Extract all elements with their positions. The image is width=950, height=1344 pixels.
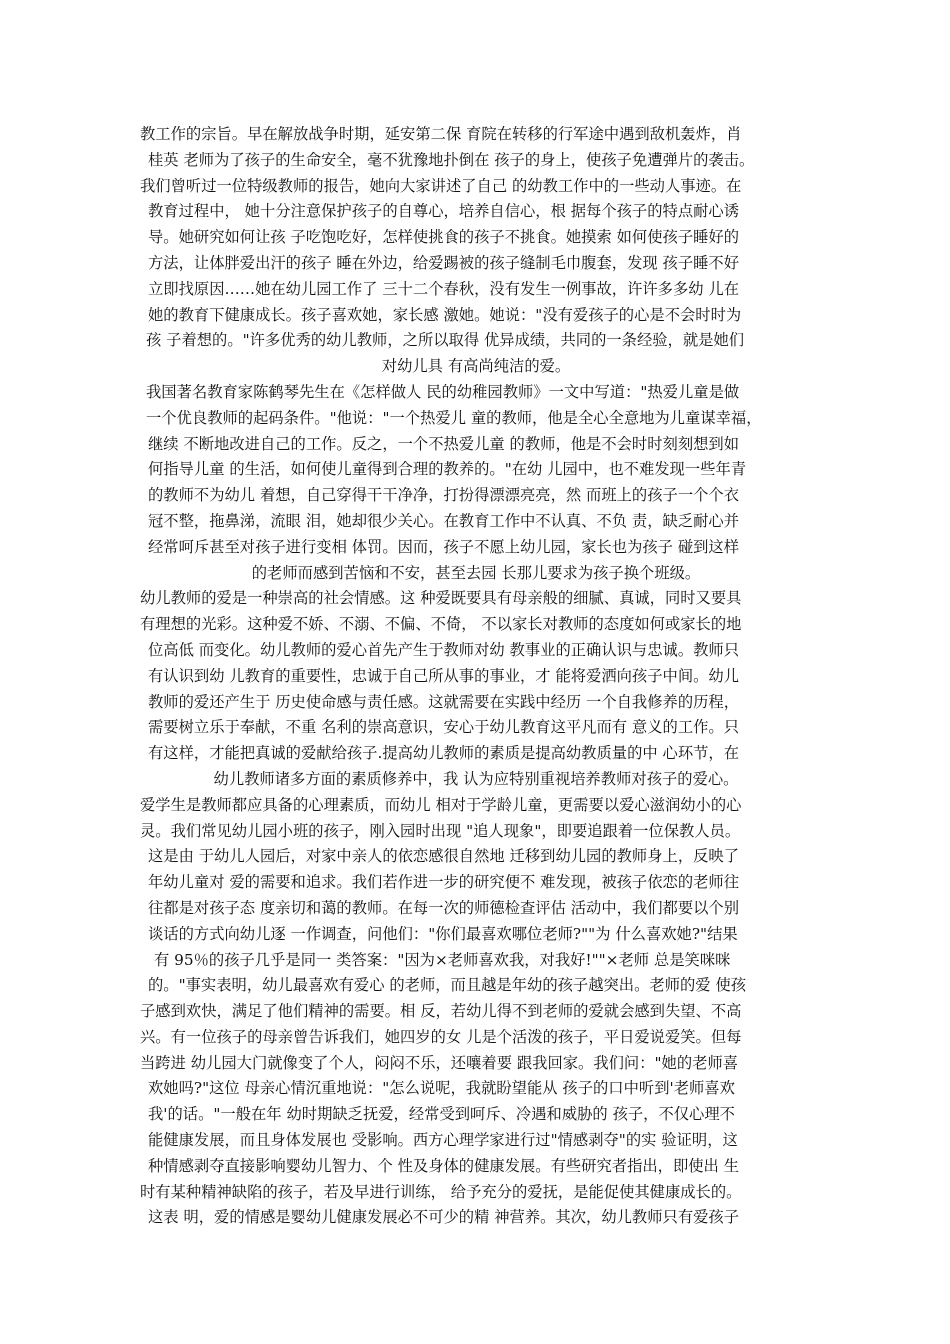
text-line: 这是由 于幼儿人园后，对家中亲人的依恋感很自然地 迁移到幼儿园的教师身上，反映了 <box>148 847 740 866</box>
text-line: 她的教育下健康成长。孩子喜欢她，家长感 激她。她说："没有爱孩子的心是不会时时为 <box>148 305 742 324</box>
text-line: 立即找原因……她在幼儿园工作了 三十二个春秋，没有发生一例事故，许许多多幼 儿在 <box>148 279 740 298</box>
text-line: 欢她吗?"这位 母亲心情沉重地说："怎么说呢，我就盼望能从 孩子的口中听到'老师喜欢 <box>148 1079 735 1098</box>
text-line: 教育过程中， 她十分注意保护孩子的自尊心，培养自信心，根 据每个孩子的特点耐心诱 <box>148 202 740 221</box>
text-line: 经常呵斥甚至对孩子进行变相 体罚。因而，孩子不愿上幼儿园，家长也为孩子 碰到这样 <box>148 537 740 556</box>
text-line: 位高低 而变化。幼儿教师的爱心首先产生于教师对幼 教事业的正确认识与忠诚。教师只 <box>148 640 740 659</box>
text-line: 我国著名教育家陈鹤琴先生在《怎样做人 民的幼稚园教师》一文中写道："热爱儿童是做 <box>146 382 740 401</box>
text-line: 冠不整，拖鼻涕，流眼 泪，她却很少关心。在教育工作中不认真、不负 责，缺乏耐心并 <box>148 511 740 530</box>
text-line: 继续 不断地改进自己的工作。反之，一个不热爱儿童 的教师，他是不会时时刻刻想到如 <box>148 434 740 453</box>
text-line: 年幼儿童对 爱的需要和追求。我们若作进一步的研究便不 难发现，被孩子依恋的老师往 <box>148 873 740 892</box>
text-line: 桂英 老师为了孩子的生命安全，毫不犹豫地扑倒在 孩子的身上，使孩子免遭弹片的袭击。 <box>148 150 755 169</box>
text-line: 往都是对孩子态 度亲切和蔼的教师。在每一次的师德检查评估 活动中，我们都要以个别 <box>148 898 740 917</box>
text-line: 的教师不为幼儿 着想，自己穿得干干净净，打扮得漂漂亮亮，然 而班上的孩子一个个衣 <box>148 486 740 505</box>
text-line: 需要树立乐于奉献，不重 名利的崇高意识，安心于幼儿教育这平凡而有 意义的工作。只 <box>148 718 740 737</box>
text-line: 的老师而感到苦恼和不安，甚至去园 长那儿要求为孩子换个班级。 <box>251 563 701 582</box>
text-line: 对幼儿具 有高尚纯洁的爱。 <box>381 357 571 376</box>
text-line: 我们曾听过一位特级教师的报告，她向大家讲述了自己 的幼教工作中的一些动人事迹。在 <box>140 176 742 195</box>
text-line: 灵。我们常见幼儿园小班的孩子，刚入园时出现 "追人现象"，即要追跟着一位保教人员。 <box>140 821 741 840</box>
text-line: 兴。有一位孩子的母亲曾告诉我们，她四岁的女 儿是个活泼的孩子，平日爱说爱笑。但每 <box>140 1027 742 1046</box>
text-line: 有这样，才能把真诚的爱献给孩子.提高幼儿教师的素质是提高幼教质量的中 心环节，在 <box>148 744 740 763</box>
text-line: 方法，让体胖爱出汗的孩子 睡在外边，给爱踢被的孩子缝制毛巾腹套，发现 孩子睡不好 <box>148 253 740 272</box>
text-line: 一个优良教师的起码条件。"他说："一个热爱儿 童的教师，他是全心全意地为儿童谋幸福， <box>146 408 762 427</box>
text-line: 时有某种精神缺陷的孩子，若及早进行训练， 给予充分的爱抚，是能促使其健康成长的。 <box>140 1182 742 1201</box>
text-line: 有理想的光彩。这种爱不娇、不溺、不偏、不倚， 不以家长对教师的态度如何或家长的地 <box>140 615 742 634</box>
text-line: 谈话的方式向幼儿逐 一作调查，问他们："你们最喜欢哪位老师?""为 什么喜欢她?"结果 <box>148 924 738 943</box>
text-line: 子感到欢快，满足了他们精神的需要。相 反，若幼儿得不到老师的爱就会感到失望、不高 <box>140 1002 742 1021</box>
text-line: 教工作的宗旨。早在解放战争时期，延安第二保 育院在转移的行军途中遇到敌机轰炸，肖 <box>140 125 742 143</box>
text-line: 当跨进 幼儿园大门就像变了个人，闷闷不乐，还嚷着要 跟我回家。我们问："她的老师喜 <box>140 1053 739 1072</box>
text-line: 种情感剥夺直接影响婴幼儿智力、个 性及身体的健康发展。有些研究者指出，即使出 生 <box>148 1156 740 1175</box>
text-line: 能健康发展，而且身体发展也 受影响。西方心理学家进行过"情感剥夺"的实 验证明，这 <box>148 1131 738 1150</box>
text-line: 何指导儿童 的生活，如何使儿童得到合理的教养的。"在幼 儿园中，也不难发现一些年青 <box>148 460 747 479</box>
text-line: 爱学生是教师都应具备的心理素质，而幼儿 相对于学龄儿童，更需要以爱心滋润幼小的心 <box>140 795 742 814</box>
text-line: 幼儿教师的爱是一种崇高的社会情感。这 种爱既要具有母亲般的细腻、真诚，同时又要具 <box>140 589 742 608</box>
text-line: 教师的爱还产生于 历史使命感与责任感。这就需要在实践中经历 一个自我修养的历程， <box>148 692 740 711</box>
text-line: 我'的话。"一般在年 幼时期缺乏抚爱，经常受到呵斥、冷遇和威胁的 孩子，不仅心理不 <box>148 1105 735 1124</box>
document-page <box>140 122 812 1231</box>
text-line: 孩 子着想的。"许多优秀的幼儿教师，之所以取得 优异成绩，共同的一条经验，就是她们 <box>146 331 745 350</box>
text-line: 导。她研究如何让孩 子吃饱吃好，怎样使挑食的孩子不挑食。她摸索 如何使孩子睡好的 <box>148 228 740 247</box>
text-line: 有认识到幼 儿教育的重要性，忠诚于自己所从事的事业，才 能将爱洒向孩子中间。幼儿 <box>148 666 740 685</box>
text-line: 幼儿教师诸多方面的素质修养中，我 认为应特别重视培养教师对孩子的爱心。 <box>213 769 739 788</box>
text-line: 这表 明，爱的情感是婴幼儿健康发展必不可少的精 神营养。其次，幼儿教师只有爱孩子 <box>148 1208 740 1227</box>
text-line: 的。"事实表明，幼儿最喜欢有爱心 的老师，而且越是年幼的孩子越突出。老师的爱 使孩 <box>148 976 747 995</box>
text-line: 有 95％的孩子几乎是同一 类答案："因为×老师喜欢我，对我好!""×老师 总是笑咪咪 <box>154 950 731 969</box>
